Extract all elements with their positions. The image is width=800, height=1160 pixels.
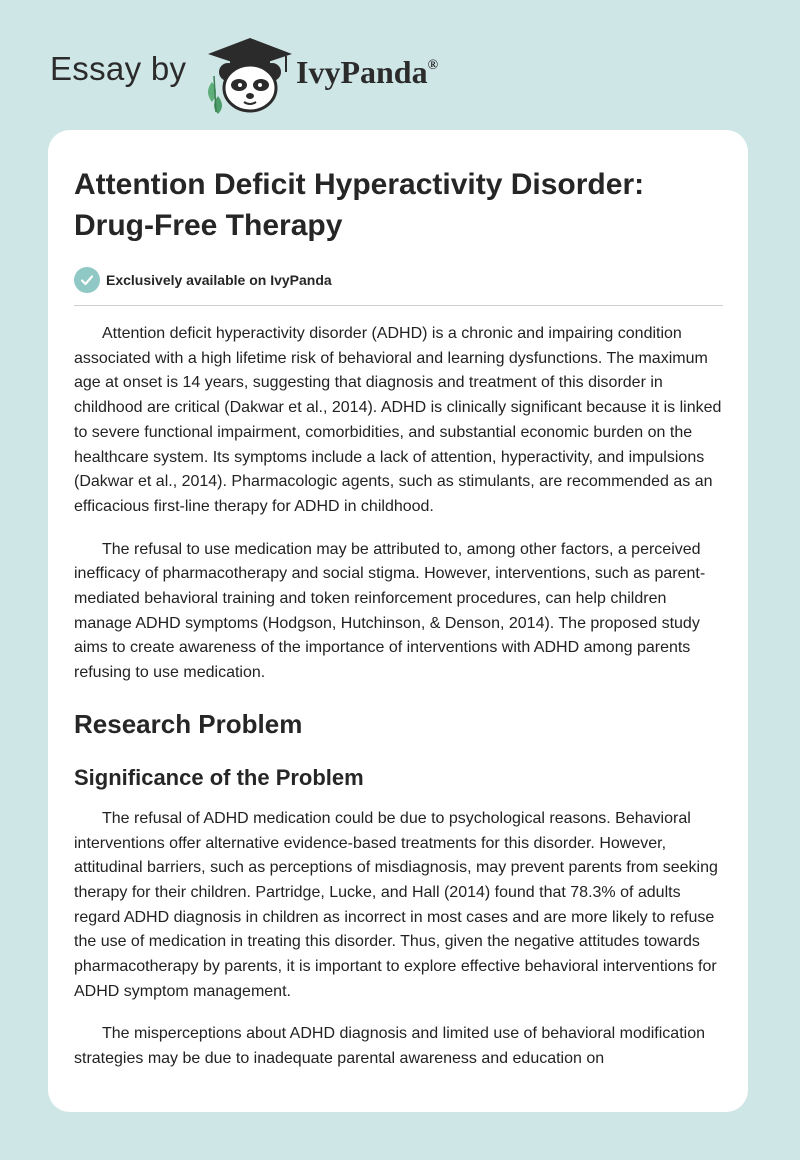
paragraph: Attention deficit hyperactivity disorder (ADHD) is a chronic and impairing condition associated with a high lifetime risk of behavioral and learning dysfunctions. The maximum age at onset is 14 years, suggesting that diagnosis and treatment of this disorder in childhood are critical (Dakwar et al., 2014). ADHD is clinically significant because it is linked to severe functional impairment, comorbidities, and substantial economic burden on the healthcare system. Its symptoms include a lack of attention, hyperactivity, and impulsions (Dakwar et al., 2014). Pharmacologic agents, such as stimulants, are recommended as an efficacious first-line therapy for ADHD in childhood. [74, 325, 722, 515]
exclusive-badge-label: Exclusively available on IvyPanda [106, 272, 332, 288]
essay-by-label: Essay by [50, 50, 187, 87]
paragraph: The refusal of ADHD medication could be due to psychological reasons. Behavioral interventions offer alternative evidence-based treatments for this disorder. However, attitudinal barriers, such as perceptions of misdiagnosis, may prevent parents from seeking therapy for their children. Partridge, Lucke, and Hall (2014) found that 78.3% of adults regard ADHD diagnosis in children as incorrect in most cases and are more likely to refuse the use of medication in treating this disorder. Thus, given the negative attitudes towards pharmacotherapy by parents, it is important to explore effective behavioral interventions for ADHD symptom management. [74, 809, 718, 1000]
paragraph: The refusal to use medication may be attributed to, among other factors, a perceived inefficacy of pharmacotherapy and social stigma. However, interventions, such as parent-mediated behavioral training and token reinforcement procedures, can help children manage ADHD symptoms (Hodgson, Hutchinson, & Denson, 2014). The proposed study aims to create awareness of the importance of interventions with ADHD among parents refusing to use medication. [74, 540, 706, 682]
paragraph: The misperceptions about ADHD diagnosis and limited use of behavioral modification strategies may be due to inadequate parental awareness and education on [74, 1025, 705, 1068]
divider [74, 305, 723, 306]
brand-name[interactable]: IvyPanda® [296, 54, 439, 90]
essay-content [74, 164, 723, 1072]
panda-logo-icon[interactable] [200, 36, 300, 114]
site-header [0, 0, 800, 120]
section-heading: Research Problem [74, 708, 303, 739]
subsection-heading: Significance of the Problem [74, 764, 364, 790]
exclusive-badge [74, 266, 723, 294]
registered-mark: ® [427, 58, 439, 74]
check-circle-icon [74, 267, 100, 293]
essay-card [48, 130, 748, 1112]
essay-title: Attention Deficit Hyperactivity Disorder: Drug-Free Therapy [74, 168, 645, 242]
